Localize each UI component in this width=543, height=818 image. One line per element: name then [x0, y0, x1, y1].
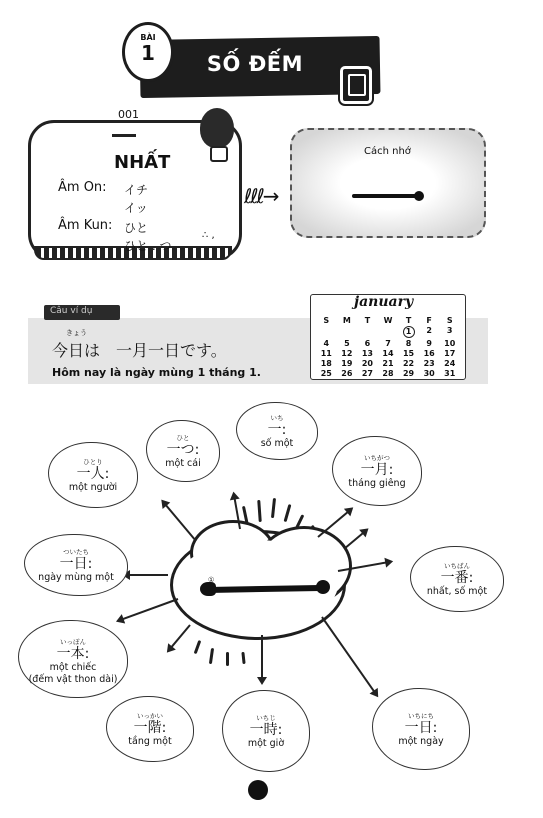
calendar-day: 24 — [444, 359, 456, 368]
word-meaning: một chiếc — [49, 662, 97, 673]
calendar-day: 12 — [341, 349, 353, 358]
calendar-day: 10 — [444, 339, 456, 348]
calendar-day: 25 — [320, 369, 332, 378]
calendar-day: 14 — [382, 349, 394, 358]
calendar-day: 15 — [402, 349, 415, 358]
sun-ray — [241, 652, 245, 664]
example-ruby: きょう — [66, 329, 87, 337]
word-meaning: nhất, số một — [426, 586, 488, 597]
sparkle-decoration: ∴ , — [202, 230, 215, 241]
on-reading: イチ — [124, 183, 149, 197]
calendar-day: 21 — [382, 359, 394, 368]
word-ruby: いっぽん — [60, 638, 86, 646]
calendar-day: 11 — [320, 349, 332, 358]
phone-icon — [340, 66, 372, 104]
calendar-day — [357, 326, 378, 338]
example-vietnamese: Hôm nay là ngày mùng 1 tháng 1. — [52, 366, 261, 379]
word-kanji: 一時: — [249, 722, 283, 738]
sun-ray — [257, 500, 261, 522]
calendar-day: 30 — [423, 369, 435, 378]
center-cloud-fill — [176, 540, 338, 628]
word-kanji: 一つ: — [166, 442, 200, 458]
on-reading: イッ — [124, 201, 148, 215]
calendar-day: 7 — [385, 339, 391, 348]
word-bubble — [106, 696, 194, 762]
word-bubble — [24, 534, 128, 596]
word-bubble — [146, 420, 220, 482]
calendar-day: 23 — [423, 359, 435, 368]
kun-reading: ひと — [124, 221, 149, 235]
page-title: SỐ ĐẾM — [206, 52, 304, 76]
calendar-day: 20 — [361, 359, 373, 368]
word-kanji: 一月: — [360, 462, 394, 478]
stroke-order-mark: ① — [208, 576, 215, 584]
calendar-day: 31 — [444, 369, 456, 378]
calendar-weekday: S — [323, 316, 330, 325]
divider — [100, 122, 144, 123]
calendar-weekday: S — [446, 316, 453, 325]
calendar-title: january — [354, 294, 414, 310]
calendar-day: 28 — [382, 369, 394, 378]
sun-ray — [284, 504, 291, 522]
center-kanji-stroke-end — [316, 580, 330, 594]
kanji-name: NHẤT — [114, 152, 171, 173]
calendar-day: 19 — [341, 359, 353, 368]
lightbulb-base — [210, 146, 228, 162]
word-meaning-note: (đếm vật thon dài) — [28, 674, 118, 685]
memory-stroke — [352, 194, 420, 198]
center-kanji-stroke-start — [200, 582, 216, 596]
lesson-label: BÀI — [140, 33, 156, 42]
calendar-day: 16 — [423, 349, 435, 358]
word-bubble — [236, 402, 318, 460]
word-ruby: いちじ — [256, 714, 276, 722]
calendar-day: 4 — [323, 339, 330, 348]
word-ruby: いっかい — [137, 712, 163, 720]
word-bubble — [372, 688, 470, 770]
calendar-day: 27 — [361, 369, 373, 378]
kanji-glyph — [112, 134, 136, 137]
mindmap-arrow — [261, 635, 263, 683]
sun-ray — [194, 640, 201, 654]
calendar-day: 2 — [426, 326, 432, 335]
word-ruby: いちがつ — [364, 454, 390, 462]
lesson-badge — [122, 22, 174, 82]
calendar-day: 6 — [364, 339, 371, 348]
word-bubble — [332, 436, 422, 506]
calendar-weekday: M — [342, 316, 351, 325]
word-meaning: một ngày — [398, 736, 444, 747]
word-bubble — [48, 442, 138, 508]
calendar-day: 29 — [402, 369, 415, 378]
memory-stroke-end — [414, 191, 424, 201]
word-meaning: một người — [68, 482, 118, 493]
word-meaning: một cái — [165, 458, 201, 469]
calendar-day — [378, 326, 399, 338]
word-ruby: ひとり — [83, 458, 103, 466]
lightbulb-icon — [200, 108, 234, 148]
kun-reading: ひと . つ — [124, 239, 172, 253]
calendar-weekday: T — [364, 316, 371, 325]
mindmap-arrow — [321, 616, 378, 696]
calendar-day: 17 — [444, 349, 456, 358]
word-bubble — [222, 690, 310, 772]
example-tag-label: Câu ví dụ — [50, 306, 93, 316]
word-bubble — [410, 546, 504, 612]
sun-ray — [209, 648, 214, 664]
calendar-weekday: W — [383, 316, 393, 325]
calendar-day: 26 — [341, 369, 353, 378]
calendar-day: 9 — [426, 339, 432, 348]
calendar-day — [316, 326, 337, 338]
kanji-number: 001 — [118, 108, 139, 121]
mindmap-arrow — [167, 624, 190, 651]
calendar-day — [398, 326, 419, 338]
calendar-highlighted-day: 1 — [403, 326, 415, 338]
calendar-weekday: T — [405, 316, 412, 325]
mindmap-arrow — [162, 501, 197, 542]
calendar-day — [337, 326, 358, 338]
calendar-day: 5 — [344, 339, 350, 348]
calendar-grid — [316, 316, 460, 378]
word-ruby: いちばん — [444, 562, 470, 570]
word-ruby: いちにち — [408, 712, 434, 720]
calendar-day: 8 — [405, 339, 412, 348]
calendar-day: 3 — [446, 326, 453, 335]
mindmap-arrow — [118, 598, 179, 622]
word-meaning: ngày mùng một — [38, 572, 114, 583]
swirl-arrow-icon: ℓℓℓ→ — [244, 184, 278, 208]
calendar-day: 18 — [320, 359, 332, 368]
sun-ray — [271, 498, 276, 518]
mindmap-arrow — [317, 508, 352, 538]
word-meaning: tầng một — [128, 736, 172, 747]
word-kanji: 一人: — [76, 466, 110, 482]
word-meaning: số một — [260, 438, 294, 449]
word-kanji: 一階: — [133, 720, 167, 736]
mindmap-arrow — [124, 574, 168, 576]
calendar-day: 13 — [361, 349, 373, 358]
word-ruby: いち — [270, 414, 284, 422]
calendar-weekday: F — [426, 316, 432, 325]
word-ruby: ひと — [176, 434, 190, 442]
mindmap-arrow — [343, 529, 367, 550]
on-label: Âm On: — [58, 180, 107, 195]
word-meaning: một giờ — [247, 738, 285, 749]
word-bubble — [18, 620, 128, 698]
word-kanji: 一日: — [59, 556, 93, 572]
word-kanji: 一本: — [56, 646, 90, 662]
lesson-number: 1 — [141, 41, 155, 65]
memory-card — [290, 128, 486, 238]
example-japanese: 今日は 一月一日です。 — [52, 341, 227, 360]
kun-label: Âm Kun: — [58, 218, 113, 233]
sun-ray — [226, 652, 229, 666]
word-meaning: tháng giêng — [348, 478, 406, 489]
word-kanji: 一日: — [404, 720, 438, 736]
word-kanji: 一: — [267, 422, 287, 438]
word-ruby: ついたち — [63, 548, 89, 556]
memory-title: Cách nhớ — [364, 146, 411, 157]
calendar-day: 22 — [402, 359, 415, 368]
word-kanji: 一番: — [440, 570, 474, 586]
page-number-dot — [248, 780, 268, 800]
